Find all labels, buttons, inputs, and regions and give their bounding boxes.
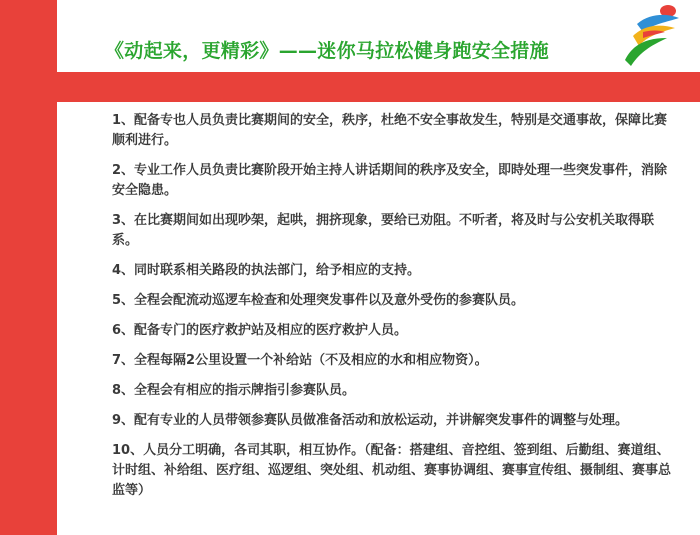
safety-measures-list <box>112 111 672 511</box>
list-item: 2、专业工作人员负责比赛阶段开始主持人讲话期间的秩序及安全，即時处理一些突发事件，消除 安全隐患。 <box>112 163 668 198</box>
list-item: 4、同时联系相关路段的执法部门，给予相应的支持。 <box>112 263 421 278</box>
list-item: 5、全程会配流动巡逻车检查和处理突发事件以及意外受伤的参赛队员。 <box>112 293 525 308</box>
list-item: 10、人员分工明确，各司其职，相互协作。（配备：搭建组、音控组、签到组、后勤组、赛道组、计时组、补给组、医疗组、巡逻组、突处组、机动组、赛事协调组、赛事宣传组、摄制组、赛事总监等） <box>112 443 672 498</box>
list-item: 8、全程会有相应的指示牌指引参赛队员。 <box>112 383 356 398</box>
list-item: 9、配有专业的人员带领参赛队员做准备活动和放松运动，并讲解突发事件的调整与处理。 <box>112 413 629 428</box>
list-item: 7、全程每隔2公里设置一个补给站（不及相应的水和相应物资）。 <box>112 353 488 368</box>
slide-title: 《动起来，更精彩》——迷你马拉松健身跑安全措施 <box>105 40 549 62</box>
list-item: 3、在比赛期间如出现吵架，起哄，拥挤现象，要给已劝阻。不听者，将及时与公安机关取得联系。 <box>112 213 655 248</box>
games-ribbon-logo-icon <box>617 2 687 70</box>
list-item: 6、配备专门的医疗救护站及相应的医疗救护人员。 <box>112 323 408 338</box>
header-red-band <box>0 72 700 102</box>
list-item: 1、配备专也人员负责比赛期间的安全，秩序，杜绝不安全事故发生，特别是交通事故，保障比赛顺利进行。 <box>112 113 668 148</box>
